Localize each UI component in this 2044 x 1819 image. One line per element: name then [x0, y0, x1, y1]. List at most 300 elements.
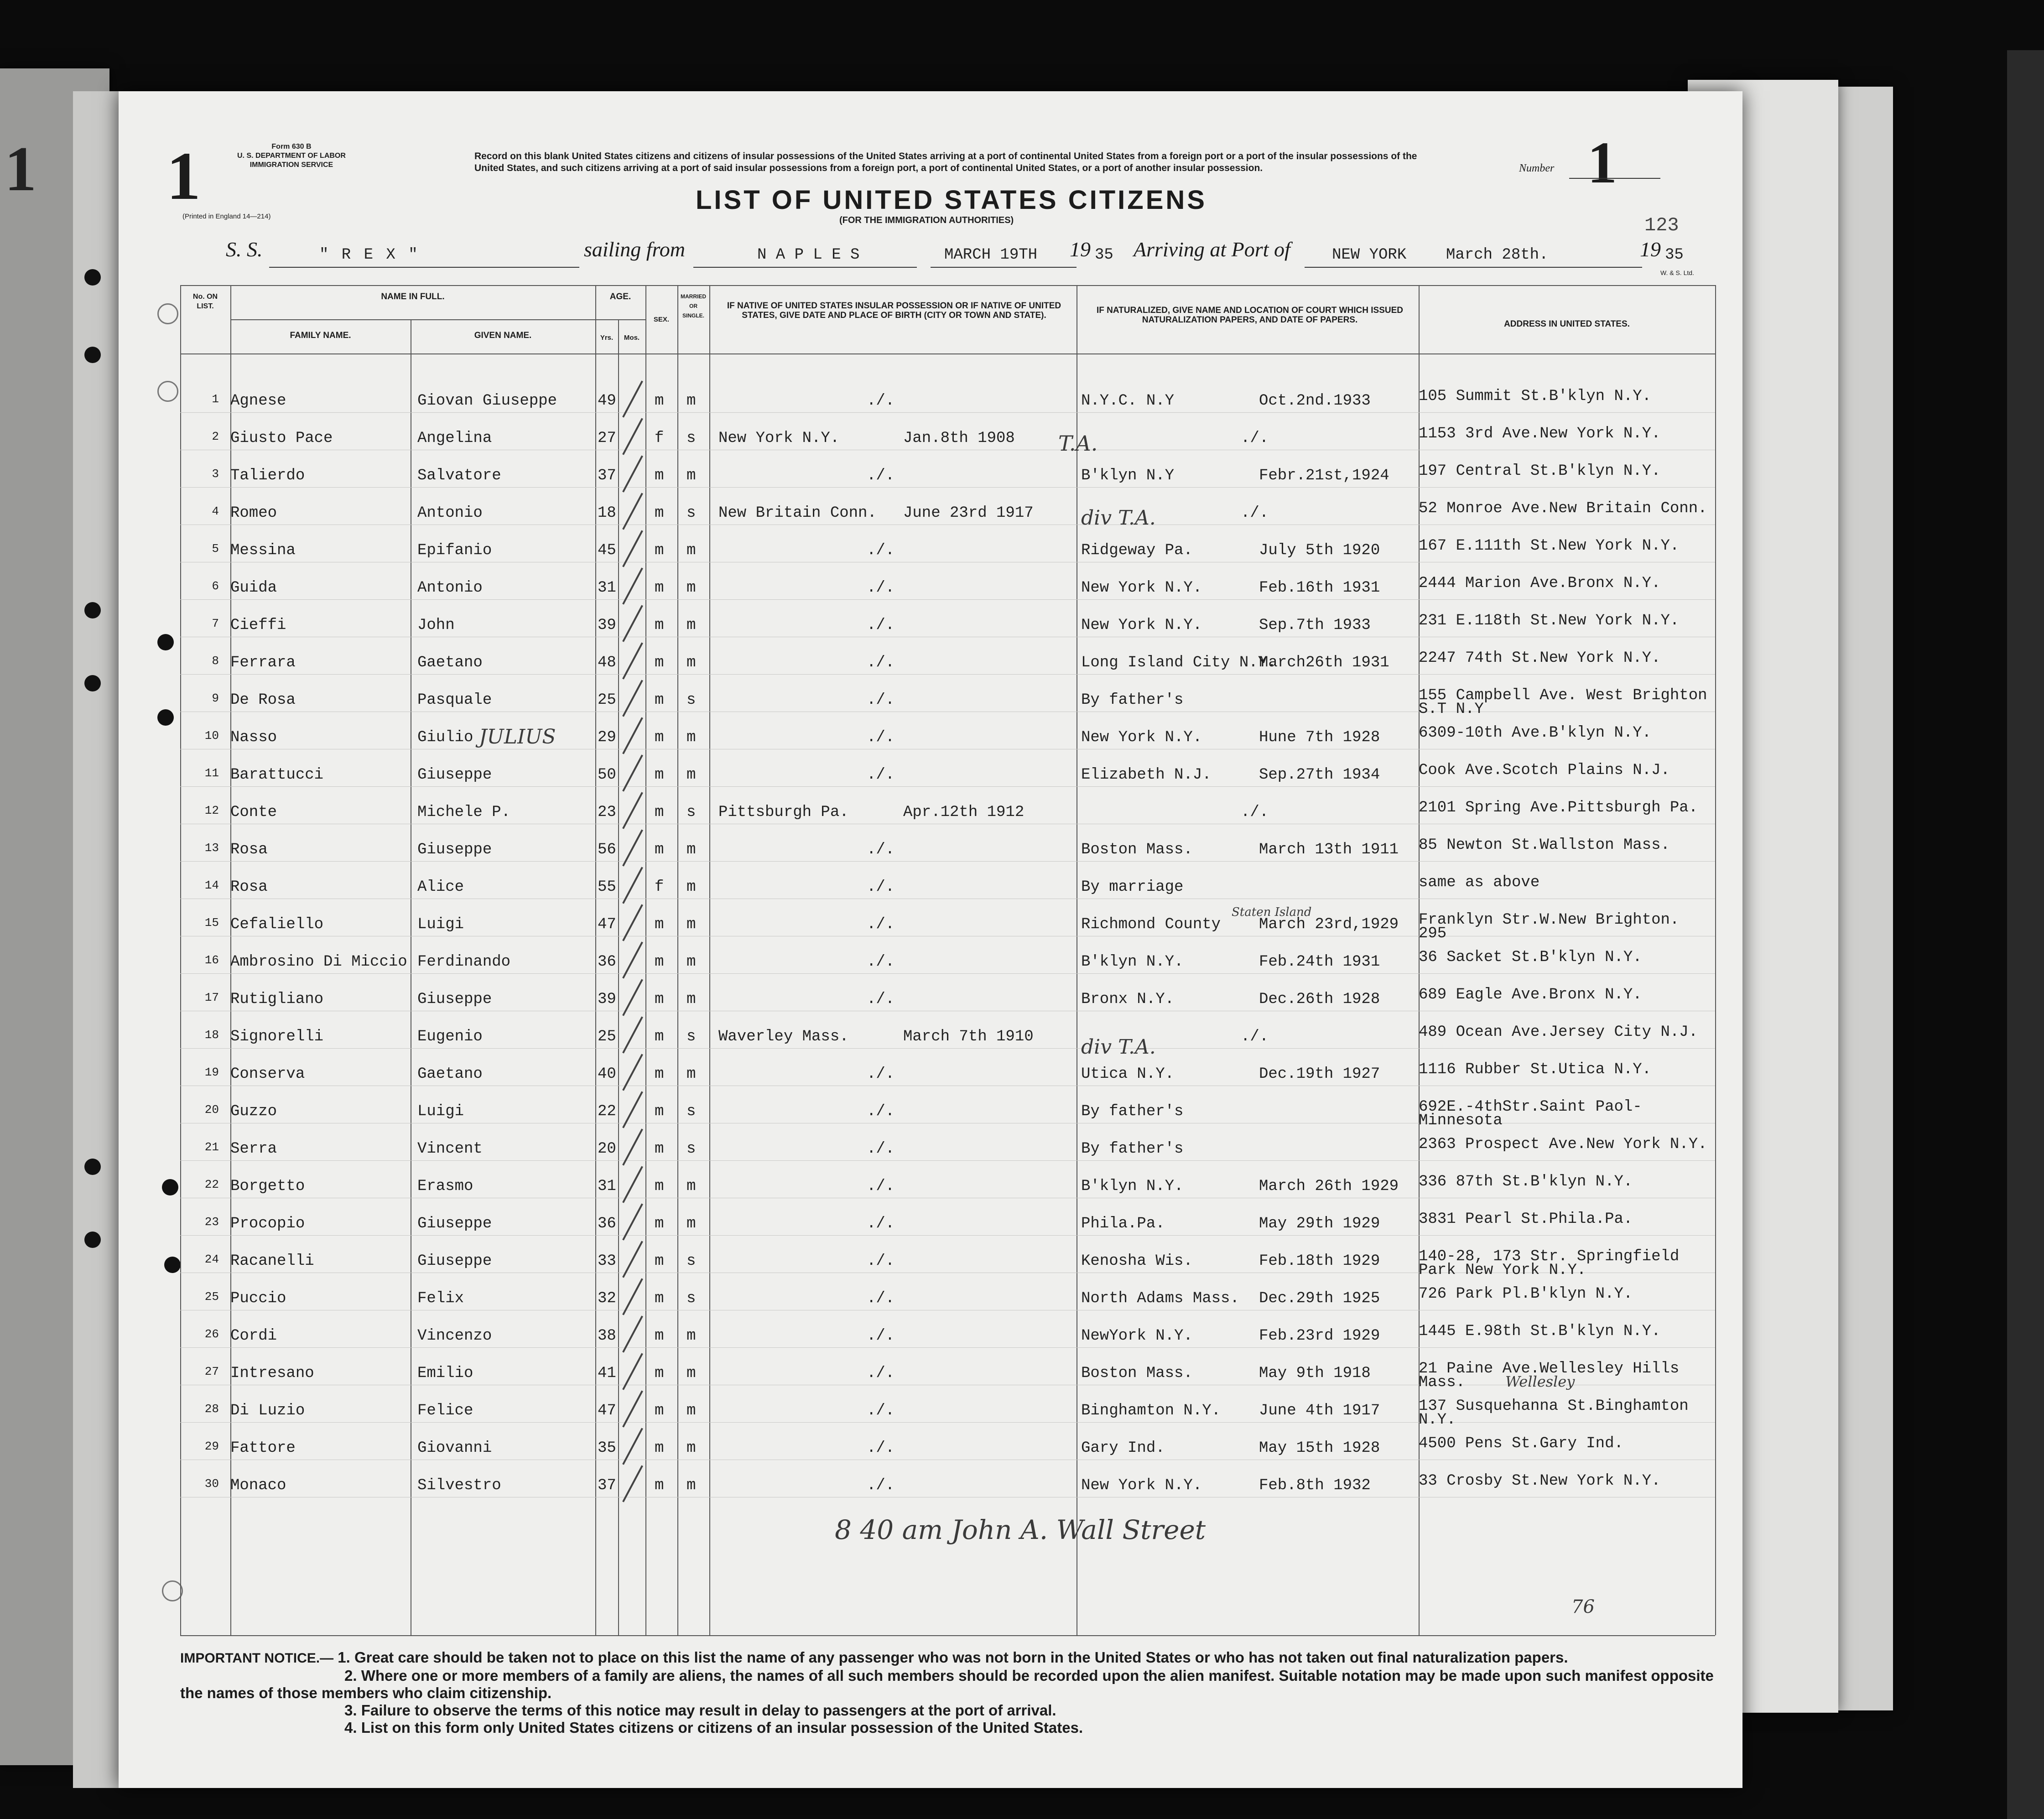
sex: m: [655, 953, 664, 971]
row-number: 30: [204, 1477, 219, 1491]
given-name: Epifanio: [417, 542, 492, 559]
court-date: Dec.19th 1927: [1259, 1065, 1380, 1083]
family-name: Ambrosino Di Miccio: [230, 953, 407, 971]
age: 47: [598, 916, 616, 933]
binding-ring: [157, 303, 178, 324]
given-name: Gaetano: [417, 654, 483, 671]
court: By father's: [1081, 1103, 1184, 1120]
birth-date: ./.: [867, 654, 895, 671]
row-rule: [180, 674, 1715, 675]
court: By father's: [1081, 691, 1184, 709]
given-name: Salvatore: [417, 467, 501, 484]
family-name: Barattucci: [230, 766, 324, 784]
sex: m: [655, 1402, 664, 1419]
sex: m: [655, 1140, 664, 1158]
age: 50: [598, 766, 616, 784]
sex: m: [655, 1103, 664, 1120]
row-number: 23: [204, 1215, 219, 1229]
age: 39: [598, 991, 616, 1008]
binding-hole: [84, 675, 101, 691]
marital-status: s: [687, 1290, 696, 1307]
row-number: 11: [204, 766, 219, 780]
birth-date: ./.: [867, 1253, 895, 1270]
row-rule: [180, 1235, 1715, 1236]
marital-status: m: [687, 1365, 696, 1382]
sex: f: [655, 878, 664, 896]
address: 3831 Pearl St.Phila.Pa.: [1419, 1211, 1633, 1228]
header-no-on-list: No. ON LIST.: [192, 293, 218, 310]
given-name: Ferdinando: [417, 953, 511, 971]
age: 45: [598, 542, 616, 559]
sex: m: [655, 766, 664, 784]
age: 41: [598, 1365, 616, 1382]
sex: m: [655, 504, 664, 522]
form-list-number: 1: [166, 138, 201, 214]
family-name: Agnese: [230, 392, 286, 410]
birth-date: ./.: [867, 1365, 895, 1382]
family-name: Nasso: [230, 729, 277, 746]
family-name: Cordi: [230, 1327, 277, 1345]
binding-hole: [164, 1257, 181, 1273]
annotation-bottom-note: 8 40 am John A. Wall Street: [835, 1514, 1206, 1545]
important-notice: [180, 1649, 1731, 1736]
family-name: Intresano: [230, 1365, 314, 1382]
birth-date: June 23rd 1917: [903, 504, 1034, 522]
row-number: 28: [204, 1402, 219, 1416]
header-address: ADDRESS IN UNITED STATES.: [1504, 319, 1630, 329]
marital-status: m: [687, 392, 696, 410]
given-name: Giuseppe: [417, 1253, 492, 1270]
notice-item: 2. Where one or more members of a family are aliens, the names of all such members should be recorded upon the alien manifest. Suitable notation may be made upon such manifest opposite the names of those members who claim citizenship.: [180, 1667, 1714, 1701]
marital-status: m: [687, 579, 696, 597]
row-number: 9: [212, 691, 219, 705]
sex: m: [655, 1290, 664, 1307]
sex: m: [655, 841, 664, 858]
address: 2247 74th St.New York N.Y.: [1419, 650, 1661, 667]
row-number: 12: [204, 804, 219, 817]
marital-status: m: [687, 1215, 696, 1232]
birth-place: Waverley Mass.: [718, 1028, 849, 1045]
address: 140-28, 173 Str. Springfield Park New York N.Y.: [1419, 1248, 1680, 1279]
binding-hole: [84, 269, 101, 286]
birth-date: ./.: [867, 841, 895, 858]
address: 489 Ocean Ave.Jersey City N.J.: [1419, 1024, 1698, 1041]
address: 2101 Spring Ave.Pittsburgh Pa.: [1419, 799, 1698, 816]
header-age: AGE.: [609, 292, 631, 301]
row-rule: [180, 599, 1715, 600]
address: 197 Central St.B'klyn N.Y.: [1419, 463, 1661, 480]
table-bottom-border: [180, 1635, 1715, 1636]
row-number: 15: [204, 916, 219, 930]
court: Boston Mass.: [1081, 1365, 1193, 1382]
annotation-staten-island: Staten Island: [1232, 905, 1312, 919]
age: 49: [598, 392, 616, 410]
given-name: Gaetano: [417, 1065, 483, 1083]
row-number: 5: [212, 542, 219, 556]
marital-status: m: [687, 542, 696, 559]
header-name-in-full: NAME IN FULL.: [381, 292, 445, 301]
row-rule: [180, 412, 1715, 413]
port-from-underline: [693, 267, 917, 268]
col-divider: [1715, 285, 1716, 1635]
row-number: 21: [204, 1140, 219, 1154]
family-name: Messina: [230, 542, 296, 559]
court: By father's: [1081, 1140, 1184, 1158]
family-name: Rutigliano: [230, 991, 324, 1008]
court: New York N.Y.: [1081, 1477, 1202, 1494]
birth-date: ./.: [867, 916, 895, 933]
year-1: 35: [1095, 246, 1113, 264]
row-number: 4: [212, 504, 219, 518]
printer-mark: W. & S. Ltd.: [1660, 269, 1694, 276]
court: New York N.Y.: [1081, 579, 1202, 597]
sex: m: [655, 1028, 664, 1045]
address: 85 Newton St.Wallston Mass.: [1419, 837, 1670, 854]
row-number: 8: [212, 654, 219, 668]
record-instructions: Record on this blank United States citizens and citizens of insular possessions of the United States arriving at a port of continental United States from a foreign port or a port of the insular possessions of the United States, and such citizens arriving at a port of said insular possessions from a foreign port, a port of continental United States, or a port of another insular possession.: [474, 151, 1417, 173]
col-divider: [709, 285, 710, 1635]
given-name: Silvestro: [417, 1477, 501, 1494]
binding-hole: [84, 347, 101, 363]
family-name: Giusto Pace: [230, 430, 333, 447]
year-prefix-2: 19: [1640, 238, 1661, 261]
age: 39: [598, 617, 616, 634]
family-name: Guida: [230, 579, 277, 597]
col-divider: [180, 285, 181, 1635]
birth-date: ./.: [867, 542, 895, 559]
court-date: Feb.8th 1932: [1259, 1477, 1371, 1494]
birth-place: New Britain Conn.: [718, 504, 877, 522]
header-months: Mos.: [624, 334, 640, 342]
binding-ring: [157, 381, 178, 402]
row-number: 19: [204, 1065, 219, 1079]
given-name: Alice: [417, 878, 464, 896]
col-divider: [677, 285, 678, 1635]
header-given-name: GIVEN NAME.: [474, 331, 532, 340]
family-name: Cefaliello: [230, 916, 324, 933]
sex: m: [655, 617, 664, 634]
marital-status: s: [687, 691, 696, 709]
printed-note: (Printed in England 14—214): [182, 213, 271, 220]
date-from-underline: [931, 267, 1077, 268]
marital-status: m: [687, 1327, 696, 1345]
age: 31: [598, 1178, 616, 1195]
court-date: March26th 1931: [1259, 654, 1389, 671]
court: Bronx N.Y.: [1081, 991, 1175, 1008]
given-name: Emilio: [417, 1365, 473, 1382]
given-name: Erasmo: [417, 1178, 473, 1195]
marital-status: m: [687, 1178, 696, 1195]
marital-status: m: [687, 1440, 696, 1457]
address: 692E.-4thStr.Saint Paol-Minnesota: [1419, 1098, 1642, 1129]
given-name: Vincent: [417, 1140, 483, 1158]
address: 2363 Prospect Ave.New York N.Y.: [1419, 1136, 1707, 1153]
marital-status: m: [687, 953, 696, 971]
binding-hole: [157, 634, 174, 650]
age: 20: [598, 1140, 616, 1158]
address: 21 Paine Ave.Wellesley Hills Mass.: [1419, 1360, 1680, 1391]
page-margin-strip: [73, 91, 119, 1788]
binding-strip: [2007, 50, 2044, 1819]
annotation-wellesley: Wellesley: [1505, 1373, 1575, 1390]
address: 36 Sacket St.B'klyn N.Y.: [1419, 949, 1642, 966]
stamp-number: 123: [1644, 214, 1679, 236]
birth-date: ./.: [867, 1140, 895, 1158]
service: IMMIGRATION SERVICE: [250, 161, 333, 169]
marital-status: s: [687, 1140, 696, 1158]
sailing-label: sailing from: [584, 238, 685, 261]
ship-underline: [269, 267, 579, 268]
annotation-julius: JULIUS: [479, 725, 556, 748]
year-prefix-1: 19: [1070, 238, 1091, 261]
given-name: Luigi: [417, 916, 464, 933]
annotation-ta-3: div T.A.: [1081, 1035, 1156, 1059]
given-name: Giovanni: [417, 1440, 492, 1457]
court-date: March 13th 1911: [1259, 841, 1399, 858]
given-name: Giuseppe: [417, 991, 492, 1008]
sex: m: [655, 1065, 664, 1083]
family-name: Cieffi: [230, 617, 286, 634]
birth-date: ./.: [867, 1290, 895, 1307]
given-name: Antonio: [417, 504, 483, 522]
sex: m: [655, 1327, 664, 1345]
marital-status: s: [687, 1028, 696, 1045]
marital-status: m: [687, 467, 696, 484]
court: North Adams Mass.: [1081, 1290, 1239, 1307]
birth-date: ./.: [867, 1440, 895, 1457]
court-date: ./.: [1241, 804, 1269, 821]
age: 29: [598, 729, 616, 746]
family-name: Racanelli: [230, 1253, 314, 1270]
address: 52 Monroe Ave.New Britain Conn.: [1419, 500, 1707, 517]
family-name: Talierdo: [230, 467, 305, 484]
birth-date: ./.: [867, 1103, 895, 1120]
birth-date: ./.: [867, 1178, 895, 1195]
court-date: March 26th 1929: [1259, 1178, 1399, 1195]
date-to: March 28th.: [1446, 246, 1549, 264]
given-name: Michele P.: [417, 804, 511, 821]
annotation-ta-2: div T.A.: [1081, 506, 1156, 530]
given-name: Felix: [417, 1290, 464, 1307]
address: 33 Crosby St.New York N.Y.: [1419, 1472, 1661, 1490]
age: 23: [598, 804, 616, 821]
court: Long Island City N.Y.: [1081, 654, 1277, 671]
birth-date: ./.: [867, 1402, 895, 1419]
page-mark: 76: [1571, 1596, 1595, 1617]
row-number: 25: [204, 1290, 219, 1304]
given-name: Giuseppe: [417, 766, 492, 784]
birth-date: ./.: [867, 991, 895, 1008]
header-married: MARRIED OR SINGLE.: [681, 293, 706, 319]
date-from: MARCH 19TH: [944, 246, 1038, 264]
age: 25: [598, 691, 616, 709]
sex: m: [655, 1178, 664, 1195]
table-top-border: [180, 285, 1715, 286]
marital-status: s: [687, 804, 696, 821]
address: 336 87th St.B'klyn N.Y.: [1419, 1173, 1633, 1190]
birth-date: March 7th 1910: [903, 1028, 1034, 1045]
given-name: Pasquale: [417, 691, 492, 709]
family-name: Di Luzio: [230, 1402, 305, 1419]
row-number: 22: [204, 1178, 219, 1191]
sex: m: [655, 916, 664, 933]
court-date: Dec.29th 1925: [1259, 1290, 1380, 1307]
given-name: Angelina: [417, 430, 492, 447]
notice-item: 4. List on this form only United States citizens or citizens of an insular possession of the United States.: [344, 1719, 1083, 1736]
birth-place: Pittsburgh Pa.: [718, 804, 849, 821]
row-rule: [180, 487, 1715, 488]
address: same as above: [1419, 874, 1540, 891]
sex: m: [655, 1253, 664, 1270]
address: 167 E.111th St.New York N.Y.: [1419, 537, 1680, 555]
row-number: 16: [204, 953, 219, 967]
age: 38: [598, 1327, 616, 1345]
col-divider: [645, 285, 646, 1635]
row-number: 20: [204, 1103, 219, 1117]
address: 4500 Pens St.Gary Ind.: [1419, 1435, 1623, 1452]
court: B'klyn N.Y: [1081, 467, 1175, 484]
address: 137 Susquehanna St.Binghamton N.Y.: [1419, 1398, 1689, 1429]
court-date: March 23rd,1929: [1259, 916, 1399, 933]
binding-hole: [157, 709, 174, 726]
marital-status: m: [687, 878, 696, 896]
form-id: Form 630 B: [271, 143, 312, 151]
court-date: Feb.18th 1929: [1259, 1253, 1380, 1270]
sex: m: [655, 691, 664, 709]
age: 32: [598, 1290, 616, 1307]
court-date: Hune 7th 1928: [1259, 729, 1380, 746]
family-name: Ferrara: [230, 654, 296, 671]
court-date: ./.: [1241, 504, 1269, 522]
notice-heading: IMPORTANT NOTICE.—: [180, 1651, 334, 1666]
annotation-ta-1: T.A.: [1058, 431, 1098, 456]
birth-date: ./.: [867, 1215, 895, 1232]
given-name: Felice: [417, 1402, 473, 1419]
given-name: Eugenio: [417, 1028, 483, 1045]
marital-status: m: [687, 766, 696, 784]
marital-status: m: [687, 729, 696, 746]
given-name: Giulio: [417, 729, 473, 746]
age: 37: [598, 467, 616, 484]
port-from: N A P L E S: [757, 246, 860, 264]
sex: m: [655, 729, 664, 746]
address: 1116 Rubber St.Utica N.Y.: [1419, 1061, 1652, 1078]
birth-place: New York N.Y.: [718, 430, 840, 447]
family-name: Fattore: [230, 1440, 296, 1457]
row-number: 2: [212, 430, 219, 443]
age: 56: [598, 841, 616, 858]
row-number: 13: [204, 841, 219, 855]
marital-status: s: [687, 1103, 696, 1120]
marital-status: m: [687, 1477, 696, 1494]
sex: f: [655, 430, 664, 447]
birth-date: ./.: [867, 766, 895, 784]
birth-date: Jan.8th 1908: [903, 430, 1015, 447]
family-name: Signorelli: [230, 1028, 324, 1045]
sex: m: [655, 654, 664, 671]
court-date: Oct.2nd.1933: [1259, 392, 1371, 410]
age: 25: [598, 1028, 616, 1045]
age: 55: [598, 878, 616, 896]
family-name: Monaco: [230, 1477, 286, 1494]
col-divider: [595, 285, 596, 1635]
header-years: Yrs.: [600, 334, 614, 342]
court-date: Sep.7th 1933: [1259, 617, 1371, 634]
address: 689 Eagle Ave.Bronx N.Y.: [1419, 986, 1642, 1003]
binding-hole: [84, 1232, 101, 1248]
court-date: ./.: [1241, 1028, 1269, 1045]
row-number: 7: [212, 617, 219, 630]
court: Kenosha Wis.: [1081, 1253, 1193, 1270]
birth-date: ./.: [867, 617, 895, 634]
sex: m: [655, 1365, 664, 1382]
sex: m: [655, 804, 664, 821]
address: 231 E.118th St.New York N.Y.: [1419, 612, 1680, 629]
year-2: 35: [1665, 246, 1684, 264]
birth-date: ./.: [867, 392, 895, 410]
age: 40: [598, 1065, 616, 1083]
row-number: 17: [204, 991, 219, 1004]
court: Gary Ind.: [1081, 1440, 1165, 1457]
row-rule: [180, 861, 1715, 862]
age: 47: [598, 1402, 616, 1419]
page-subtitle: (FOR THE IMMIGRATION AUTHORITIES): [839, 215, 1014, 225]
family-name: Guzzo: [230, 1103, 277, 1120]
court: Elizabeth N.J.: [1081, 766, 1212, 784]
marital-status: s: [687, 504, 696, 522]
port-to: NEW YORK: [1332, 246, 1407, 264]
age: 35: [598, 1440, 616, 1457]
row-number: 3: [212, 467, 219, 481]
marital-status: s: [687, 430, 696, 447]
marital-status: m: [687, 1065, 696, 1083]
court: By marriage: [1081, 878, 1184, 896]
family-name: Rosa: [230, 841, 268, 858]
header-naturalized: IF NATURALIZED, GIVE NAME AND LOCATION OF COURT WHICH ISSUED NATURALIZATION PAPERS, AND DATE OF PAPERS.: [1096, 306, 1403, 325]
row-rule: [180, 1347, 1715, 1348]
row-rule: [180, 1048, 1715, 1049]
notice-item: 1. Great care should be taken not to place on this list the name of any passenger who was not born in the United States or who has not taken out final naturalization papers.: [338, 1649, 1568, 1666]
age: 37: [598, 1477, 616, 1494]
row-rule: [180, 1160, 1715, 1161]
court-date: May 29th 1929: [1259, 1215, 1380, 1232]
number-label: Number: [1519, 162, 1555, 174]
name-header-divider: [230, 319, 645, 320]
court: NewYork N.Y.: [1081, 1327, 1193, 1345]
back-page-number: 1: [5, 134, 36, 204]
given-name: Vincenzo: [417, 1327, 492, 1345]
arriving-label: Arriving at Port of: [1134, 238, 1290, 261]
given-name: Antonio: [417, 579, 483, 597]
age: 22: [598, 1103, 616, 1120]
notice-item: 3. Failure to observe the terms of this notice may result in delay to passengers at the port of arrival.: [344, 1702, 1056, 1719]
marital-status: m: [687, 841, 696, 858]
sex: m: [655, 542, 664, 559]
sex: m: [655, 1440, 664, 1457]
sex: m: [655, 467, 664, 484]
family-name: De Rosa: [230, 691, 296, 709]
birth-date: ./.: [867, 579, 895, 597]
binding-hole: [162, 1179, 178, 1195]
birth-date: ./.: [867, 729, 895, 746]
sex: m: [655, 1477, 664, 1494]
header-family-name: FAMILY NAME.: [290, 331, 351, 340]
row-number: 26: [204, 1327, 219, 1341]
court: New York N.Y.: [1081, 617, 1202, 634]
given-name: John: [417, 617, 455, 634]
address: Franklyn Str.W.New Brighton. 295: [1419, 911, 1680, 942]
court-date: July 5th 1920: [1259, 542, 1380, 559]
